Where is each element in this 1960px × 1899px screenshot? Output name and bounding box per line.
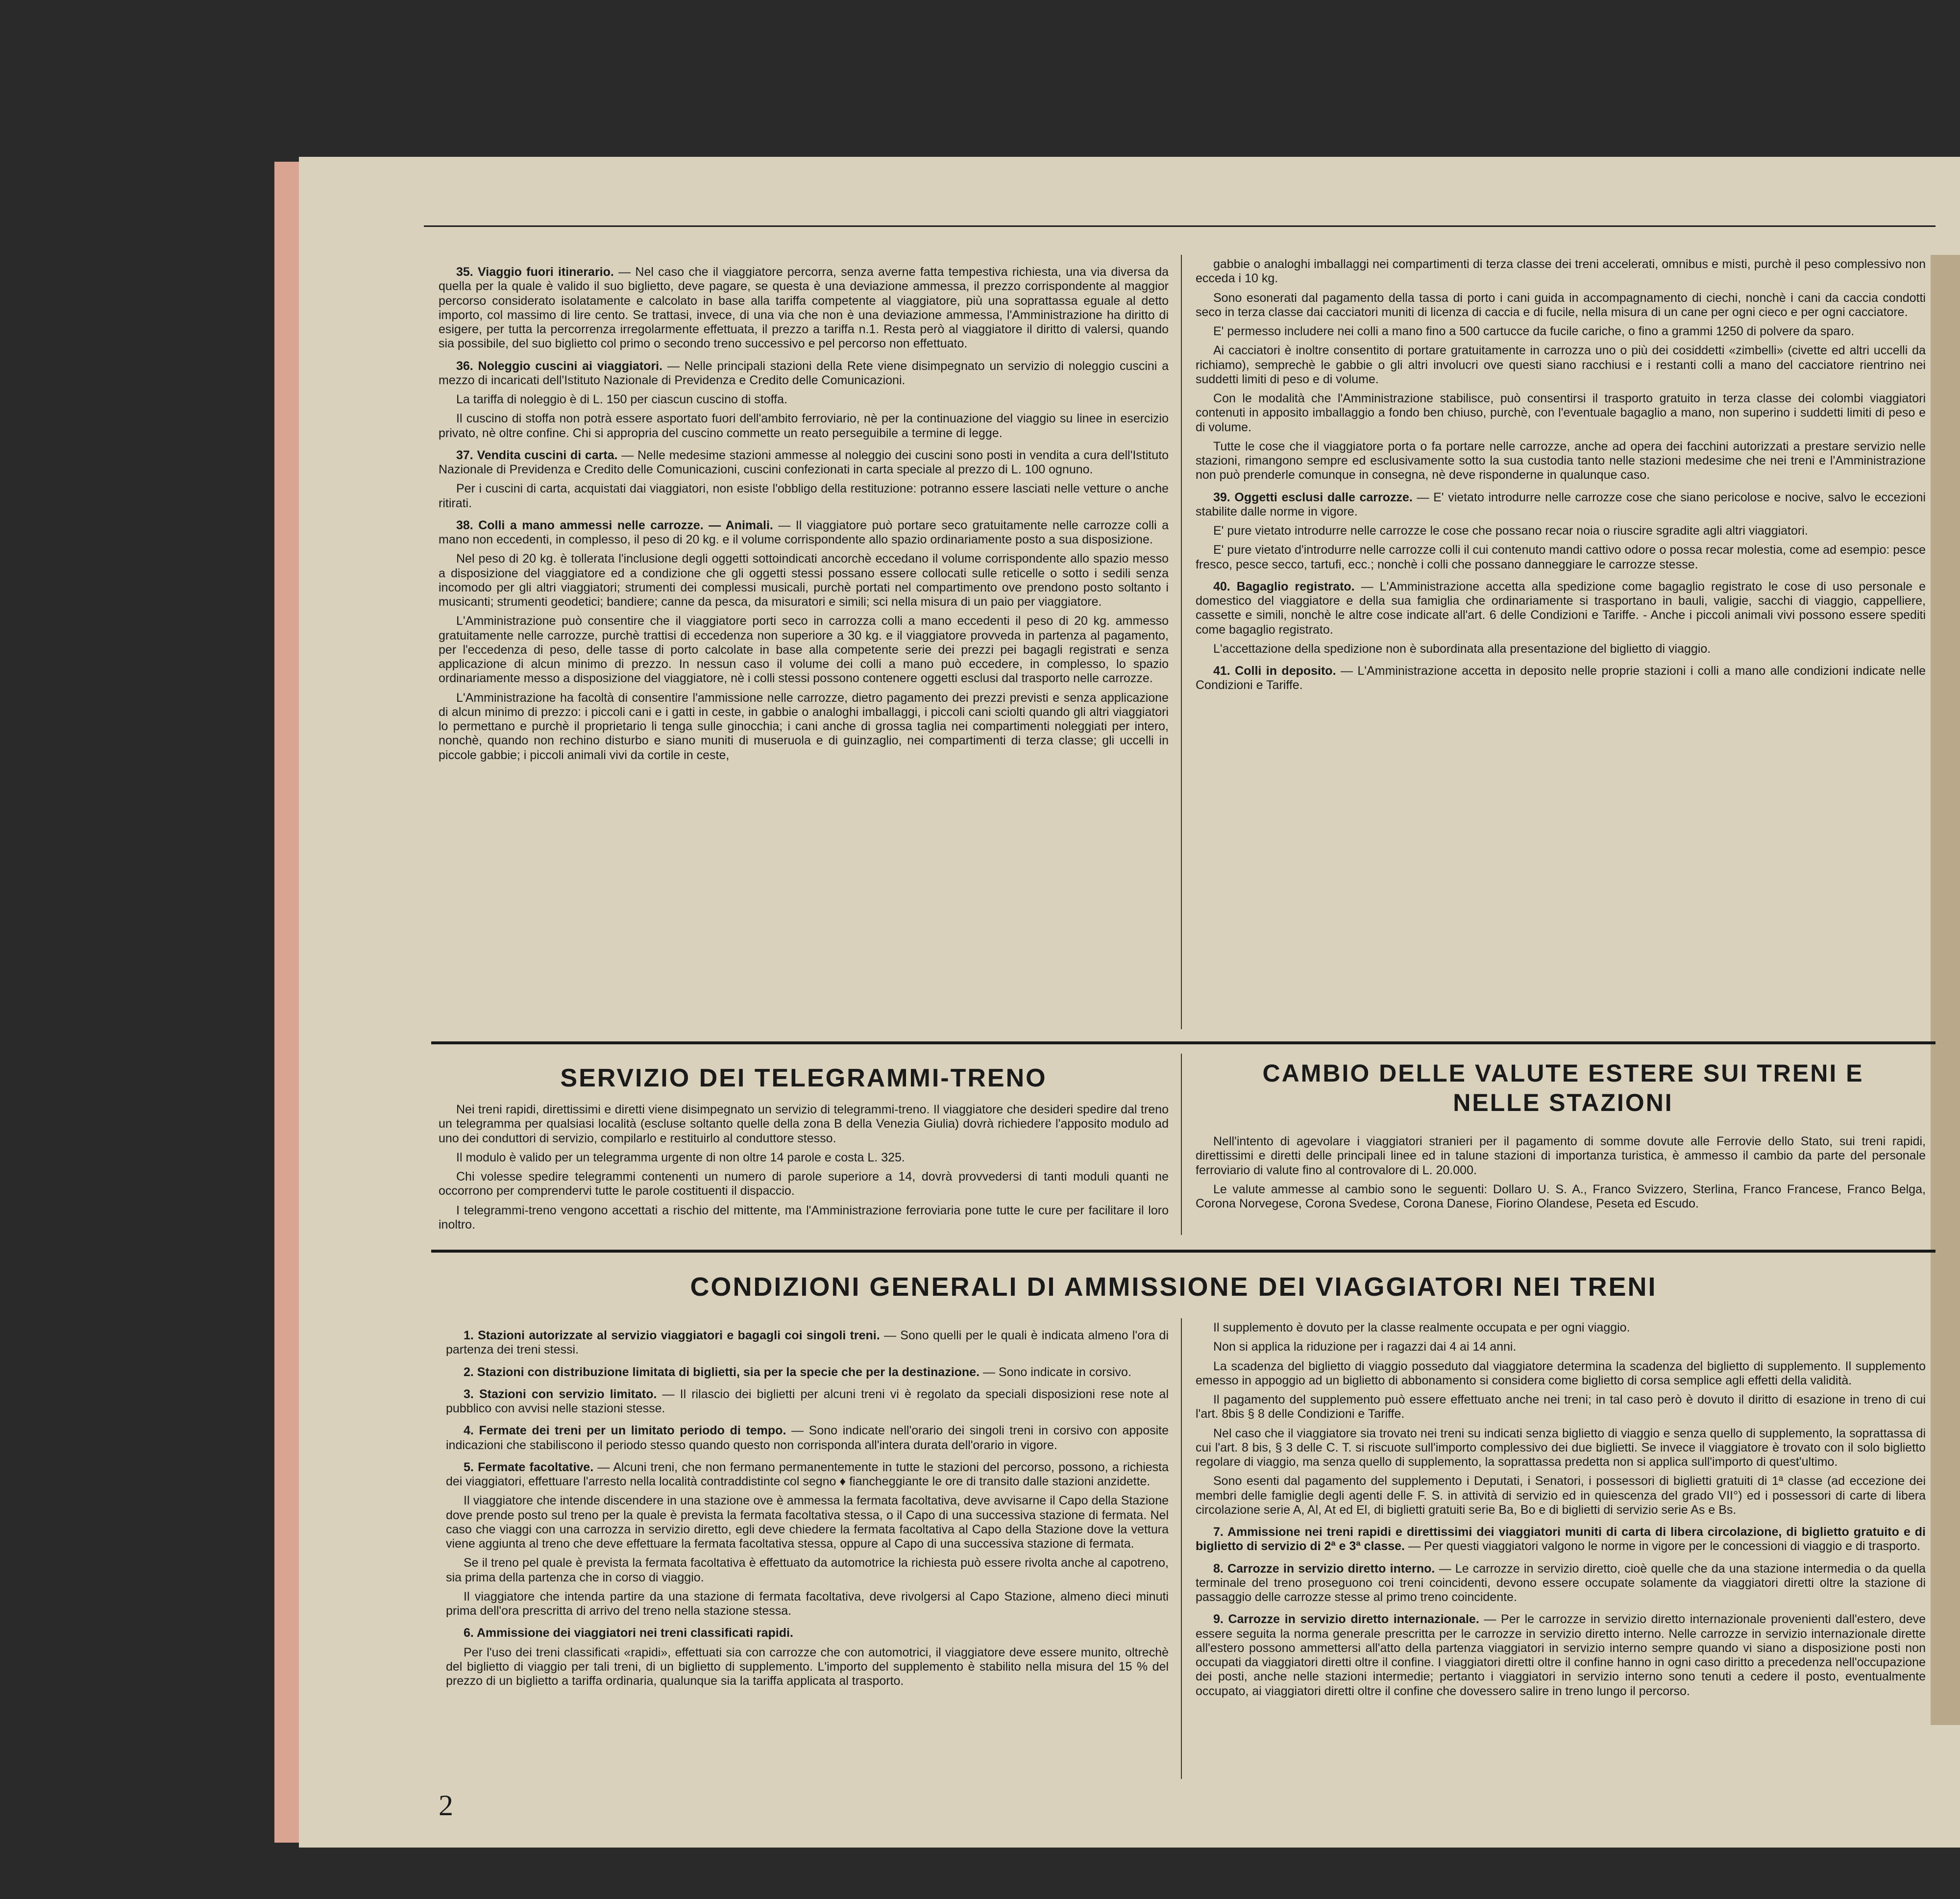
text-paragraph (1196, 1393, 1926, 1422)
article-body: L'Amministrazione ha facoltà di consentire l'ammissione nelle carrozze, dietro pagamento dei prezzi previsti e senza applicazione di alcun minimo di prezzo: i piccoli cani e i gatti in ceste, in gabbie o analoghi imballaggi, i piccoli cani sciolti quando gli altri viaggiatori lo permettano e purchè il proprietario li tenga sulle ginocchia; i cani anche di grossa taglia nei compartimenti noleggiati per intero, nonchè, quando non rechino disturbo e siano muniti di museruola e di guinzaglio, nei compartimenti di terza classe; gli uccelli in piccole gabbie; i piccoli animali vivi da cortile in ceste, (439, 691, 1169, 762)
article-body: — E' vietato introdurre nelle carrozze cose che siano pericolose e nocive, salvo le eccezioni stabilite dalle norme in vigore. (1196, 490, 1926, 518)
bottom-column-divider (1181, 1318, 1182, 1779)
article-body: L'accettazione della spedizione non è subordinata alla presentazione del biglietto di viaggio. (1213, 641, 1711, 656)
article-paragraph (446, 1329, 1169, 1357)
article-body: Il viaggiatore che intende discendere in una stazione ove è ammessa la fermata facoltativa, deve avvisarne il Capo della Stazione dove prende posto sul treno per la quale è prevista la fermata facoltativa stessa, o il Capo di una successiva stazione di fermata. Nel caso che viaggi con una carrozza in servizio diretto, egli deve chiedere la fermata facoltativa al Capo della Stazione dove la vettura viene aggiunta al treno che deve effettuare la fermata facoltativa stessa, oppure al Capo di una successiva stazione di fermata. (446, 1494, 1169, 1551)
article-body: Sono esonerati dal pagamento della tassa di porto i cani guida in accompagnamento di ciechi, nonchè i cani da caccia condotti seco in terza classe dai cacciatori muniti di licenza di caccia e di fucile, nella misura di un cane per ogni cieco e per ogni cacciatore. (1196, 291, 1926, 319)
article-heading: 3. Stazioni con servizio limitato. (464, 1387, 657, 1401)
article-body: — Alcuni treni, che non fermano permanentemente in tutte le stazioni del percorso, possono, a richiesta dei viaggiatori, effettuare l'arresto nella località contraddistinte col segno ♦ fiancheggiante le ore di transito dalle stazioni anzidette. (446, 1460, 1169, 1488)
article-body: — L'Amministrazione accetta in deposito nelle proprie stazioni i colli a mano alle condizioni indicate nelle Condizioni e Tariffe. (1196, 664, 1926, 692)
article-body: E' pure vietato d'introdurre nelle carrozze colli il cui contenuto mandi cattivo odore o possa recar molestia, come ad esempio: pesce fresco, pesce secco, tartufi, ecc.; nonchè i colli che possano danneggiare le carrozze stesse. (1196, 543, 1926, 571)
article-body: — Sono indicate nell'orario dei singoli treni in corsivo con apposite indicazioni che stabiliscono il periodo stesso quando questo non corrisponda all'intera durata dell'orario in vigore. (446, 1424, 1169, 1452)
top-rule (424, 225, 1936, 227)
article-paragraph (1196, 491, 1926, 519)
article-body: Il viaggiatore che intenda partire da una stazione di fermata facoltativa, deve rivolgersi al Capo Stazione, almeno dieci minuti prima dell'ora prescritta di arrivo del treno nella stazione stessa. (446, 1589, 1169, 1618)
text-paragraph (446, 1590, 1169, 1619)
article-paragraph (1196, 1562, 1926, 1605)
text-paragraph (1196, 1427, 1926, 1470)
article-body: Per l'uso dei treni classificati «rapidi», effettuati sia con carrozze che con automotrici, il viaggiatore deve essere munito, oltrechè del biglietto di viaggio per tali treni, di un biglietto di supplemento. L'importo del supplemento è stabilito nella misura del 15 % del prezzo di un biglietto a tariffa ordinaria, qualunque sia la tariffa applicata al trasporto. (446, 1645, 1169, 1688)
article-paragraph (446, 1460, 1169, 1489)
condizioni-left-column (446, 1321, 1169, 1693)
article-heading: 35. Viaggio fuori itinerario. (456, 265, 614, 279)
article-body: — Il rilascio dei biglietti per alcuni treni vi è regolato da speciali disposizioni rese note al pubblico con avvisi nelle stazioni stesse. (446, 1387, 1169, 1415)
article-heading: 1. Stazioni autorizzate al servizio viaggiatori e bagagli coi singoli treni. (464, 1329, 880, 1342)
text-paragraph (1196, 257, 1926, 286)
article-heading: 5. Fermate facoltative. (464, 1460, 594, 1474)
article-heading: 36. Noleggio cuscini ai viaggiatori. (456, 359, 663, 373)
article-body: — Il viaggiatore può portare seco gratuitamente nelle carrozze colli a mano non eccedenti, in complesso, il peso di 20 kg. e il volume corrispondente allo spazio ordinariamente posto a sua disposizione. (439, 518, 1169, 546)
article-body: E' permesso includere nei colli a mano fino a 500 cartucce da fucile cariche, o fino a grammi 1250 di polvere da sparo. (1213, 324, 1855, 338)
articles-right-column (1196, 257, 1926, 698)
text-paragraph (1196, 344, 1926, 387)
article-heading: 6. Ammissione dei viaggiatori nei treni classificati rapidi. (464, 1626, 793, 1640)
text-paragraph (1196, 324, 1926, 339)
condizioni-right-column (1196, 1321, 1926, 1703)
article-body: — Le carrozze in servizio diretto, cioè quelle che da una stazione intermedia o da quella terminale del treno proseguono coi treni coincidenti, devono essere occupate solamente da viaggiatori diretti oltre la stazione di passaggio delle carrozze stesse al primo treno coincidente. (1196, 1561, 1926, 1604)
text-paragraph: Nei treni rapidi, direttissimi e diretti viene disimpegnato un servizio di telegrammi-treno. Il viaggiatore che desideri spedire dal treno un telegramma per qualsiasi località (escluse soltanto quelle della zona B della Venezia Giulia) dovrà richiedere l'apposito modulo ad uno dei conduttori di servizio, compilarlo e restituirlo al conduttore stesso. (439, 1103, 1169, 1145)
text-paragraph (1196, 543, 1926, 572)
article-heading: 8. Carrozze in servizio diretto interno. (1213, 1561, 1435, 1576)
timetable-page (299, 157, 1960, 1848)
article-body: Tutte le cose che il viaggiatore porta o fa portare nelle carrozze, anche ad opera dei facchini autorizzati a prestare servizio nelle stazioni, rimangono sempre ed esclusivamente sotto la sua custodia tanto nelle stazioni medesime che nei treni e l'Amministrazione non può prenderle comunque in consegna, nè deve risponderne in qualunque caso. (1196, 439, 1926, 482)
cambio-title: CAMBIO DELLE VALUTE ESTERE SUI TRENI E NELLE STAZIONI (1262, 1060, 1864, 1116)
telegrammi-text (439, 1103, 1169, 1237)
text-paragraph (1196, 1321, 1926, 1335)
top-column-divider (1181, 255, 1182, 1029)
text-paragraph (439, 482, 1169, 511)
article-body: — Nel caso che il viaggiatore percorra, senza averne fatta tempestiva richiesta, una via diversa da quella per la quale è valido il suo biglietto, deve pagare, se questa è una deviazione ammessa, il prezzo corrispondente al maggior percorso considerato isolatamente e calcolato in base alla tariffa competente al viaggiatore, più una soprattassa eguale al detto importo, col massimo di lire cento. Se trattasi, invece, di una via che non è una deviazione ammessa, l'Amministrazione ha diritto di esigere, per tutta la percorrenza irregolarmente effettuata, il prezzo a tariffa n.1. Resta però al viaggiatore il diritto di valersi, quando sia possibile, del suo biglietto col primo o secondo treno successivo e pel percorso non effettuato. (439, 265, 1169, 351)
article-heading: 2. Stazioni con distribuzione limitata di biglietti, sia per la specie che per la destinazione. (464, 1365, 980, 1379)
article-body: — Sono quelli per le quali è indicata almeno l'ora di partenza dei treni stessi. (446, 1329, 1169, 1357)
article-paragraph (1196, 664, 1926, 693)
article-body: — Nelle principali stazioni della Rete viene disimpegnato un servizio di noleggio cuscini a mezzo di incaricati dell'Istituto Nazionale di Previdenza e Credito delle Comunicazioni. (439, 359, 1169, 387)
article-body: Il supplemento è dovuto per la classe realmente occupata e per ogni viaggio. (1213, 1321, 1630, 1334)
text-paragraph: I telegrammi-treno vengono accettati a rischio del mittente, ma l'Amministrazione ferroviaria pone tutte le cure per facilitare il loro inoltro. (439, 1203, 1169, 1232)
article-heading: 9. Carrozze in servizio diretto internazionale. (1213, 1612, 1479, 1627)
telegrammi-title: SERVIZIO DEI TELEGRAMMI-TRENO (560, 1064, 1047, 1092)
article-body: La tariffa di noleggio è di L. 150 per ciascun cuscino di stoffa. (456, 393, 787, 406)
middle-column-divider (1181, 1054, 1182, 1235)
article-body: Nel peso di 20 kg. è tollerata l'inclusione degli oggetti sottoindicati ancorchè eccedano il volume corrispondente allo spazio messo a disposizione del viaggiatore ed a condizione che gli oggetti stessi possano essere collocati sulle reticelle o sotto i sedili senza incomodo per gli altri viaggiatori; strumenti dei complessi musicali, purchè portati nel compartimento ove prendono posto soltanto i musicanti; strumenti geodetici; bandiere; canne da pesca, da misuratori e simili; sci nella misura di un paio per viaggiatore. (439, 552, 1169, 609)
text-paragraph (1196, 392, 1926, 435)
article-paragraph (439, 265, 1169, 351)
article-paragraph (1196, 580, 1926, 637)
text-paragraph (1196, 1340, 1926, 1354)
text-paragraph (1196, 440, 1926, 483)
article-body: — Per le carrozze in servizio diretto internazionale provenienti dall'estero, deve essere seguita la norma generale prescritta per le carrozze in servizio diretto interno. Nelle carrozze in servizio internazionale dirette all'estero possono ammettersi all'atto della partenza viaggiatori in servizio interno sempre quando vi siano a disposizione posti non occupati da viaggiatori diretti oltre il confine. I viaggiatori diretti oltre il confine hanno in ogni caso diritto a precedenza nell'occupazione dei posti, anche nelle stazioni intermedie; pertanto i viaggiatori in servizio interno sono tenuti a cedere il posto, eventualmente occupato, ai viaggiatori diretti oltre il confine che dovessero salire in treno lungo il percorso. (1196, 1612, 1926, 1698)
article-body: gabbie o analoghi imballaggi nei compartimenti di terza classe dei treni accelerati, omnibus e misti, purchè il peso complessivo non ecceda i 10 kg. (1196, 257, 1926, 286)
article-body: Ai cacciatori è inoltre consentito di portare gratuitamente in carrozza uno o più dei cosiddetti «zimbelli» (civette ed altri uccelli da richiamo), semprechè le gabbie o gli altri involucri ove questi siano racchiusi e i restanti colli a mano del cacciatore rientrino nei suddetti limiti di peso e di volume. (1196, 344, 1926, 386)
article-body: E' pure vietato introdurre nelle carrozze le cose che possano recar noia o riuscire sgradite agli altri viaggiatori. (1213, 524, 1808, 538)
article-body: — Nelle medesime stazioni ammesse al noleggio dei cuscini sono posti in vendita a cura dell'Istituto Nazionale di Previdenza e Credito delle Comunicazioni, cuscini confezionati in carta speciale al prezzo di L. 100 ognuno. (439, 448, 1169, 476)
article-body: L'Amministrazione può consentire che il viaggiatore porti seco in carrozza colli a mano eccedenti il peso di 20 kg. ammesso gratuitamente nelle carrozze, purchè trattisi di eccedenza non superiore a 30 kg. e il viaggiatore provveda in partenza al pagamento, per l'eccedenza di peso, delle tasse di porto calcolate in base alla competente serie dei prezzi pei bagagli registrati e senza applicazione di alcun minimo di prezzo. In nessun caso il volume dei colli a mano può eccedere, in complesso, lo spazio ordinariamente messo a disposizione del viaggiatore, nè i colli stessi possono contenere oggetti esclusi dal trasporto nelle carrozze. (439, 614, 1169, 686)
article-body: — Sono indicate in corsivo. (980, 1365, 1131, 1379)
article-body: Sono esenti dal pagamento del supplemento i Deputati, i Senatori, i possessori di biglietti gratuiti di 1ª classe (ad eccezione dei membri delle famiglie degli agenti delle F. S. in attività di servizio ed in quiescenza del grado VII°) ed i possessori di carte di libera circolazione serie A, Al, At ed El, di biglietti gratuiti serie Ba, Bo e di biglietti di servizio serie As e Bs. (1196, 1474, 1926, 1517)
text-paragraph (439, 412, 1169, 441)
text-paragraph: Le valute ammesse al cambio sono le seguenti: Dollaro U. S. A., Franco Svizzero, Sterlina, Franco Francese, Franco Belga, Corona Norvegese, Corona Svedese, Corona Danese, Fiorino Olandese, Peseta ed Escudo. (1196, 1182, 1926, 1210)
text-paragraph (439, 393, 1169, 407)
article-paragraph (1196, 1612, 1926, 1699)
article-heading: 41. Colli in deposito. (1213, 664, 1336, 678)
article-body: La scadenza del biglietto di viaggio posseduto dal viaggiatore determina la scadenza del biglietto di supplemento. Il supplemento emesso in appoggio ad un biglietto di abbonamento si considera come biglietto di corsa semplice agli effetti della validità. (1196, 1359, 1926, 1387)
text-paragraph (439, 552, 1169, 609)
article-body: — Per questi viaggiatori valgono le norme in vigore per le concessioni di viaggio e di trasporto. (1405, 1539, 1920, 1554)
text-paragraph: Nell'intento di agevolare i viaggiatori stranieri per il pagamento di somme dovute alle Ferrovie dello Stato, sui treni rapidi, direttissimi e diretti delle principali linee ed in talune stazioni di importanza turistica, è ammesso il cambio da parte del personale ferroviario di valute fino al controvalore di L. 20.000. (1196, 1134, 1926, 1177)
section-rule-2 (431, 1250, 1936, 1253)
text-paragraph (446, 1556, 1169, 1585)
article-body: Nel caso che il viaggiatore sia trovato nei treni su indicati senza biglietto di viaggio e senza quello di supplemento, la soprattassa di cui l'art. 8 bis, § 3 delle C. T. si riscuote sull'importo complessivo dei due biglietti. Se invece il viaggiatore è trovato con il solo biglietto regolare di viaggio, ma senza quello di supplemento, la soprattassa predetta non si applica sull'importo di quest'ultimo. (1196, 1426, 1926, 1469)
article-heading: 37. Vendita cuscini di carta. (456, 448, 618, 462)
cambio-text (1196, 1134, 1926, 1216)
article-body: Se il treno pel quale è prevista la fermata facoltativa è effettuato da automotrice la richiesta può essere rivolta anche al capotreno, sia prima della partenza che in corso di viaggio. (446, 1556, 1169, 1584)
article-body: Per i cuscini di carta, acquistati dai viaggiatori, non esiste l'obbligo della restituzione: potranno essere lasciati nelle vetture o anche ritirati. (439, 482, 1169, 510)
text-paragraph: Chi volesse spedire telegrammi contenenti un numero di parole superiore a 14, dovrà provvedersi di tanti moduli quanti ne occorrono per comprendervi tutte le parole costituenti il dispaccio. (439, 1170, 1169, 1198)
article-paragraph (446, 1424, 1169, 1453)
section-rule-1 (431, 1041, 1936, 1044)
page-number: 2 (439, 1789, 453, 1822)
article-paragraph (439, 518, 1169, 547)
text-paragraph (1196, 642, 1926, 656)
article-body: — L'Amministrazione accetta alla spedizione come bagaglio registrato le cose di uso personale e domestico del viaggiatore e della sua famiglia che ordinariamente si trasportano in bauli, valigie, sacchi di viaggio, cappelliere, cassette e simili, nonchè le altre cose indicate all'art. 6 delle Condizioni e Tariffe. - Anche i piccoli animali vivi possono essere spediti come bagaglio registrato. (1196, 579, 1926, 637)
text-paragraph (446, 1646, 1169, 1689)
text-paragraph: Il modulo è valido per un telegramma urgente di non oltre 14 parole e costa L. 325. (456, 1150, 905, 1164)
text-paragraph (439, 614, 1169, 686)
article-heading: 7. Ammissione nei treni rapidi e direttissimi dei viaggiatori muniti di carta di libera circolazione, di biglietto gratuito e di biglietto di servizio di 2ª e 3ª classe. (1196, 1525, 1926, 1554)
article-paragraph (1196, 1525, 1926, 1554)
article-paragraph (446, 1365, 1169, 1380)
article-heading: 39. Oggetti esclusi dalle carrozze. (1213, 490, 1413, 504)
article-heading: 40. Bagaglio registrato. (1213, 579, 1355, 593)
article-heading: 38. Colli a mano ammessi nelle carrozze. — Animali. (456, 518, 773, 532)
article-heading: 4. Fermate dei treni per un limitato periodo di tempo. (464, 1424, 786, 1438)
text-paragraph (1196, 1474, 1926, 1517)
article-paragraph (439, 359, 1169, 388)
article-body: Con le modalità che l'Amministrazione stabilisce, può consentirsi il trasporto gratuito in terza classe dei colombi viaggiatori contenuti in apposito imballaggio a fondo ben chiuso, purchè, con l'eventuale bagaglio a mano, non superino i suddetti limiti di peso e di volume. (1196, 392, 1926, 434)
text-paragraph (446, 1494, 1169, 1551)
text-paragraph (1196, 291, 1926, 320)
articles-left-column (439, 257, 1169, 767)
article-paragraph (446, 1387, 1169, 1416)
article-body: Il cuscino di stoffa non potrà essere asportato fuori dell'ambito ferroviario, nè per la continuazione del viaggio su linee in esercizio privato, nè oltre confine. Chi si appropria del cuscino commette un reato perseguibile a termine di legge. (439, 412, 1169, 440)
article-paragraph (446, 1626, 1169, 1640)
text-paragraph (439, 691, 1169, 763)
article-paragraph (439, 448, 1169, 477)
book-spine (1931, 255, 1960, 1725)
article-body: Non si applica la riduzione per i ragazzi dai 4 ai 14 anni. (1213, 1340, 1517, 1354)
text-paragraph (1196, 1359, 1926, 1388)
text-paragraph (1196, 524, 1926, 538)
condizioni-title: CONDIZIONI GENERALI DI AMMISSIONE DEI VIAGGIATORI NEI TRENI (690, 1272, 1657, 1302)
article-body: Il pagamento del supplemento può essere effettuato anche nei treni; in tal caso però è dovuto il diritto di esazione in treno di cui l'art. 8bis § 8 delle Condizioni e Tariffe. (1196, 1393, 1926, 1421)
